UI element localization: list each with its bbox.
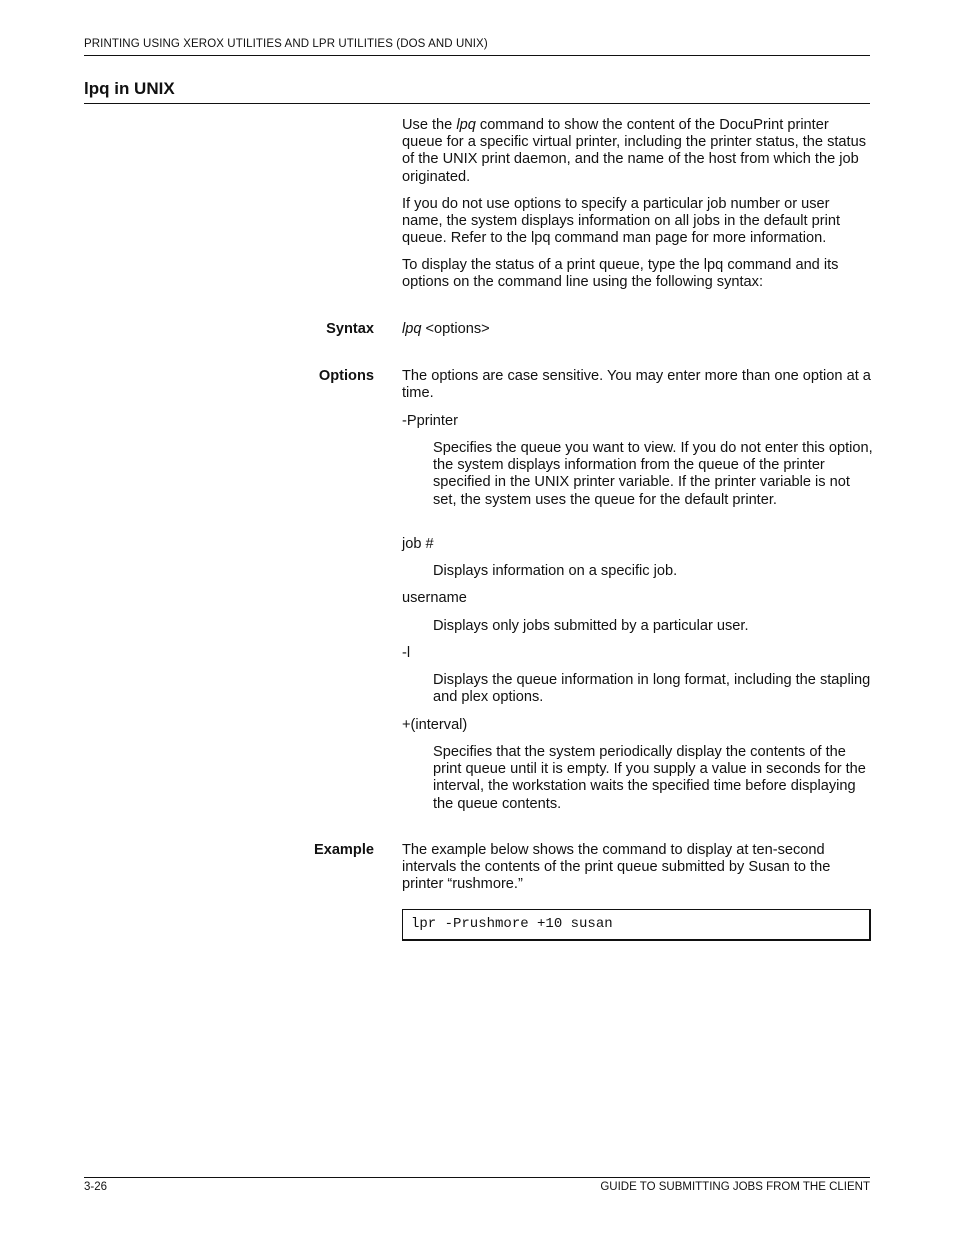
page-number: 3-26 [84, 1181, 108, 1193]
intro-p3-text: To display the status of a print queue, type the lpq command and its options on the command line using the following syntax: [402, 257, 839, 291]
intro-p1-command: lpq [456, 117, 476, 133]
syntax-label: Syntax [326, 321, 374, 337]
options-label: Options [318, 368, 374, 384]
example-code-box [402, 909, 871, 941]
option-term: username [402, 590, 467, 606]
intro-paragraph-1 [402, 117, 872, 186]
option-term: +(interval) [402, 717, 468, 733]
option-description: Specifies the queue you want to view. If you do not enter this option, the system displays information from the queue of the printer specified in the UNIX printer variable. If the printer variable is not set, the system uses the queue for the default printer. [433, 440, 873, 508]
intro-p1-rest: command to show the content of the DocuPrint printer queue for a specific virtual printer, including the printer status, the status of the UNIX print daemon, and the name of the host from which the job originated. [402, 117, 867, 185]
syntax-line [402, 321, 872, 338]
options-intro: The options are case sensitive. You may enter more than one option at a time. [402, 368, 871, 402]
example-label: Example [313, 842, 374, 858]
option-term: job # [402, 536, 434, 552]
option-description: Displays only jobs submitted by a particular user. [433, 618, 749, 634]
intro-paragraph-2 [402, 196, 872, 248]
running-header: PRINTING USING XEROX UTILITIES AND LPR UTILITIES (DOS AND UNIX) [84, 38, 488, 50]
intro-p1-prefix: Use the [402, 117, 457, 133]
example-text: The example below shows the command to display at ten-second intervals the contents of the print queue submitted by Susan to the printer “rushmore.” [402, 842, 831, 893]
option-description: Displays the queue information in long format, including the stapling and plex options. [433, 672, 871, 706]
option-description: Displays information on a specific job. [433, 563, 678, 579]
option-term: -Pprinter [402, 413, 458, 429]
syntax-command: lpq [402, 321, 422, 337]
header-rule [84, 55, 870, 56]
footer-book-title: GUIDE TO SUBMITTING JOBS FROM THE CLIENT [600, 1181, 870, 1193]
syntax-args: <options> [421, 321, 490, 337]
option-description: Specifies that the system periodically display the contents of the print queue until it is empty. If you supply a value in seconds for the interval, the workstation waits the specified time before displaying the queue contents. [433, 744, 866, 812]
footer-rule [84, 1177, 870, 1178]
option-term: -l [402, 645, 411, 661]
section-title: lpq in UNIX [84, 79, 175, 98]
intro-paragraph-3 [402, 257, 872, 291]
intro-p2-text: If you do not use options to specify a particular job number or user name, the system displays information on all jobs in the default print queue. Refer to the lpq command man page for more information. [402, 196, 841, 247]
example-code: lpr -Prushmore +10 susan [411, 916, 613, 932]
section-title-rule [84, 103, 870, 104]
